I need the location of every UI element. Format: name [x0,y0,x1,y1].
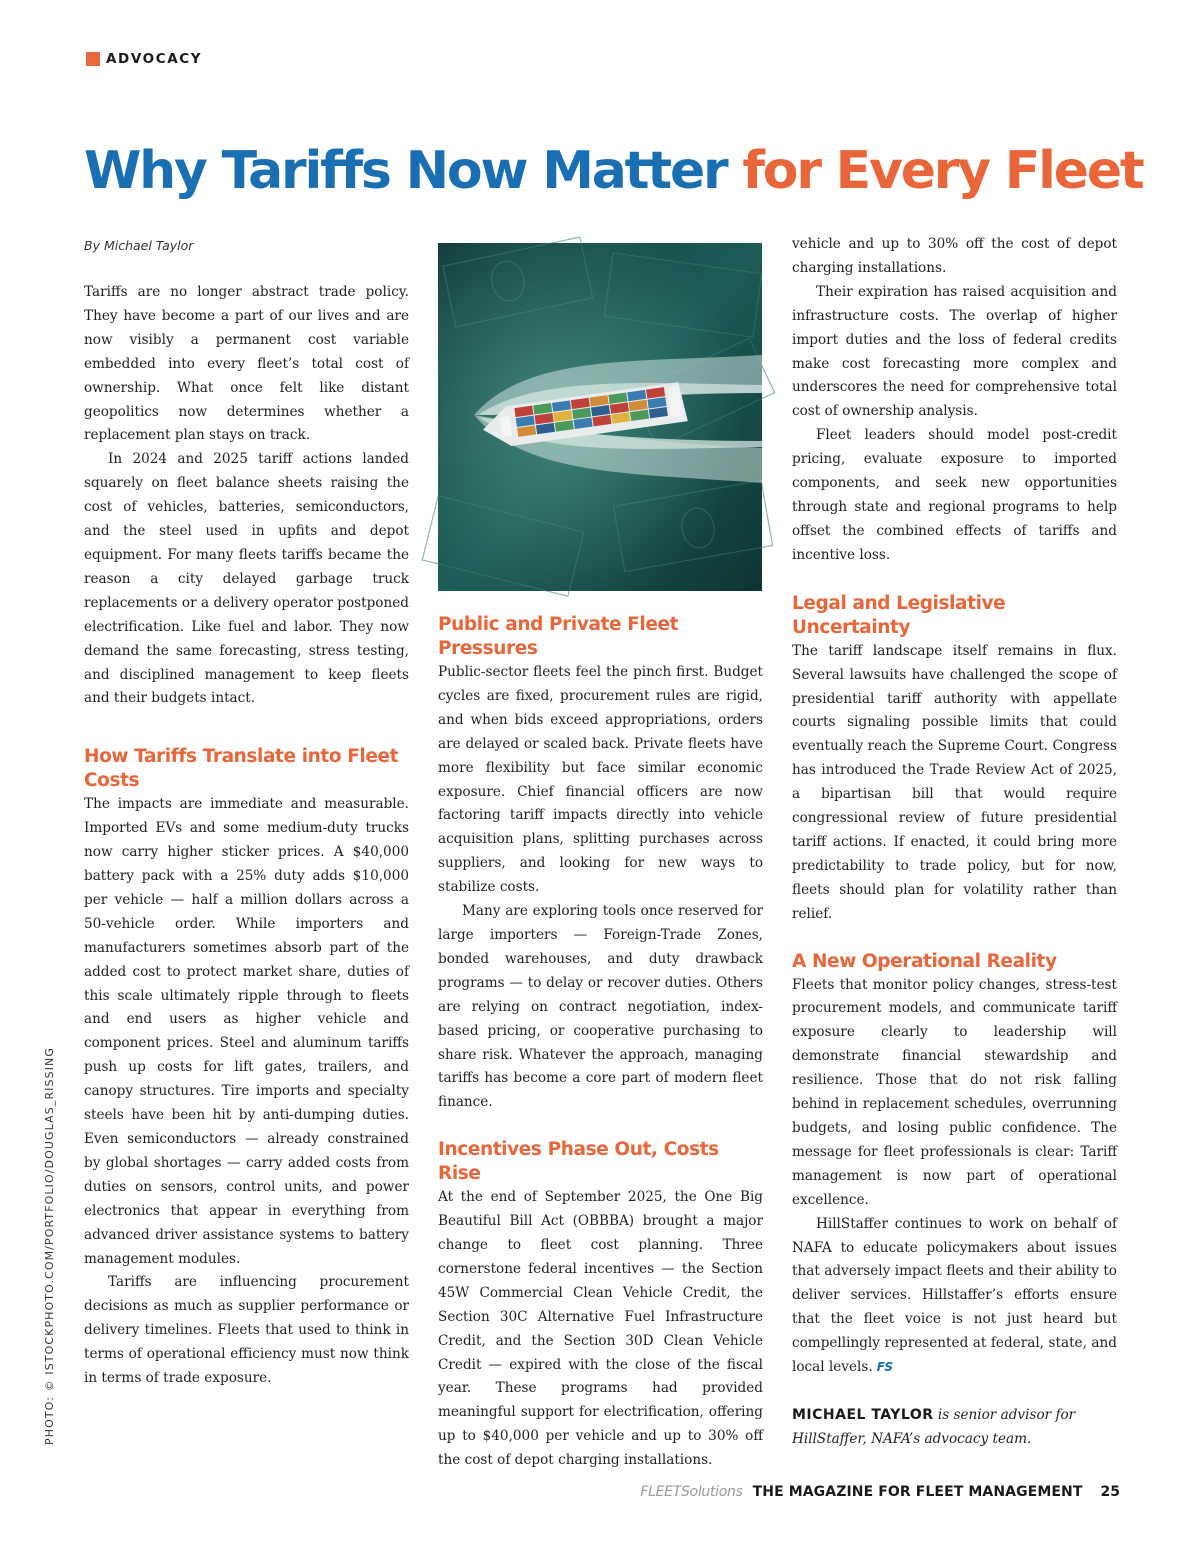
body-paragraph: The impacts are immediate and measurable. Imported EVs and some medium-duty trucks now carry higher sticker prices. A $40,000 battery pack with a 25% duty adds $10,000 per vehicle — half a million dollars across a 50-vehicle order. While importers and manufacturers sometimes absorb part of the added cost to protect market share, duties of this scale ultimately ripple through to fleets and end users as higher vehicle and component prices. Steel and aluminum tariffs push up costs for lift gates, trailers, and canopy structures. Tire imports and specialty steels have been hit by anti-dumping duties. Even semiconductors — already constrained by global shortages — carry added costs from duties on sensors, control units, and power electronics that appear in everything from advanced driver assistance systems to battery management modules. [84,796,409,1267]
body-paragraph: Fleet leaders should model post-credit pricing, evaluate exposure to imported components, and seek new opportunities through state and regional programs to help offset the combined effects of tariffs and incentive loss. [792,427,1117,563]
kicker-label: ADVOCACY [106,51,203,67]
photo-credit: PHOTO: © ISTOCKPHOTO.COM/PORTFOLIO/DOUGLAS_RISSING [43,1047,56,1445]
section-heading-legal: Legal and Legislative Uncertainty [792,592,1006,638]
author-bio [792,1404,1117,1452]
body-paragraph [792,1213,1117,1380]
column-2 [438,613,763,1469]
footer-tagline: THE MAGAZINE FOR FLEET MANAGEMENT [752,1484,1083,1500]
column-3 [792,233,1117,1452]
body-paragraph: Tariffs are influencing procurement decisions as much as supplier performance or delivery timelines. Fleets that used to think in terms of operational efficiency must now think in terms of trade exposure. [84,1274,409,1387]
body-paragraph: Tariffs are no longer abstract trade policy. They have become a part of our lives and are now visibly a permanent cost variable embedded into every fleet’s total cost of ownership. What once felt like distant geopolitics now determines whether a replacement plan stays on track. [84,284,409,444]
fs-end-mark-icon: FS [876,1360,893,1375]
section-heading-public: Public and Private Fleet Pressures [438,614,679,659]
body-paragraph: In 2024 and 2025 tariff actions landed squarely on fleet balance sheets raising the cost of vehicles, batteries, semiconductors, and the steel used in upfits and depot equipment. For many fleets tariffs became the reason a city delayed garbage truck replacements or a delivery operator postponed electrification. Like fuel and labor. They now demand the same forecasting, stress testing, and disciplined management to keep fleets and their budgets intact. [84,451,409,707]
body-paragraph: Fleets that monitor policy changes, stress-test procurement models, and communicate tariff exposure clearly to leadership will demonstrate financial stewardship and resilience. Those that do not risk falling behind in replacement schedules, overrunning budgets, and losing public confidence. The message for fleet professionals is clear: Tariff management is now part of operational excellence. [792,976,1117,1208]
headline-part2: for Every Fleet [742,141,1143,201]
closing-text: HillStaffer continues to work on behalf of NAFA to educate policymakers about issues that adversely impact fleets and their ability to deliver services. Hillstaffer’s efforts ensure that the fleet voice is not just heard but compellingly represented at federal, state, and local levels. [792,1215,1117,1376]
section-heading-reality: A New Operational Reality [792,950,1057,972]
page-number: 25 [1100,1484,1120,1500]
body-paragraph: Their expiration has raised acquisition and infrastructure costs. The overlap of higher import duties and the loss of federal credits make cost forecasting more complex and underscores the need for comprehensive total cost of ownership analysis. [792,283,1117,420]
body-paragraph: At the end of September 2025, the One Big Beautiful Bill Act (OBBBA) brought a major change to fleet cost planning. Three cornerstone federal incentives — the Section 45W Commercial Clean Vehicle Credit, the Section 30C Alternative Fuel Infrastructure Credit, and the Section 30D Clean Vehicle Credit — expired with the close of the fiscal year. These programs had provided meaningful support for electrification, offering up to $40,000 per vehicle and up to 30% off the cost of depot charging installations. [438,1189,763,1469]
byline: By Michael Taylor [84,238,194,253]
body-paragraph: The tariff landscape itself remains in flux. Several lawsuits have challenged the scope of presidential tariff authority with appellate courts signaling possible limits that could eventually reach the Supreme Court. Congress has introduced the Trade Review Act of 2025, a bipartisan bill that would require congressional review of future presidential tariff actions. If enacted, it could bring more predictability to trade policy, but for now, fleets should plan for volatility rather than relief. [792,642,1117,922]
section-kicker [86,50,202,68]
body-paragraph: Public-sector fleets feel the pinch first. Budget cycles are fixed, procurement rules are rigid, and when bids exceed appropriations, orders are delayed or scaled back. Private fleets have more flexibility but face similar economic exposure. Chief financial officers are now factoring tariff impacts directly into vehicle acquisition plans, splitting purchases across suppliers, and looking for new ways to stabilize costs. [438,664,763,896]
page-footer [640,1484,1120,1500]
footer-magazine-name: FLEETSolutions [640,1484,743,1500]
column-1 [84,281,409,1391]
kicker-square-icon [86,52,100,66]
bio-text: is senior advisor for HillStaffer, NAFA’s advocacy team. [792,1406,1076,1447]
cargo-ship-money-photo [438,243,762,591]
bio-name: MICHAEL TAYLOR [792,1406,934,1423]
article-headline [84,136,1143,206]
body-paragraph-continued: vehicle and up to 30% off the cost of depot charging installations. [792,236,1117,276]
headline-part1: Why Tariffs Now Matter [84,141,727,201]
body-paragraph: Many are exploring tools once reserved for large importers — Foreign-Trade Zones, bonded warehouses, and duty drawback programs — to delay or recover duties. Others are relying on contract negotiation, index-based pricing, or cooperative purchasing to share risk. Whatever the approach, managing tariffs has become a core part of modern fleet finance. [438,903,763,1111]
section-heading-translate: How Tariffs Translate into Fleet Costs [84,746,399,792]
section-heading-incentives: Incentives Phase Out, Costs Rise [438,1139,719,1185]
